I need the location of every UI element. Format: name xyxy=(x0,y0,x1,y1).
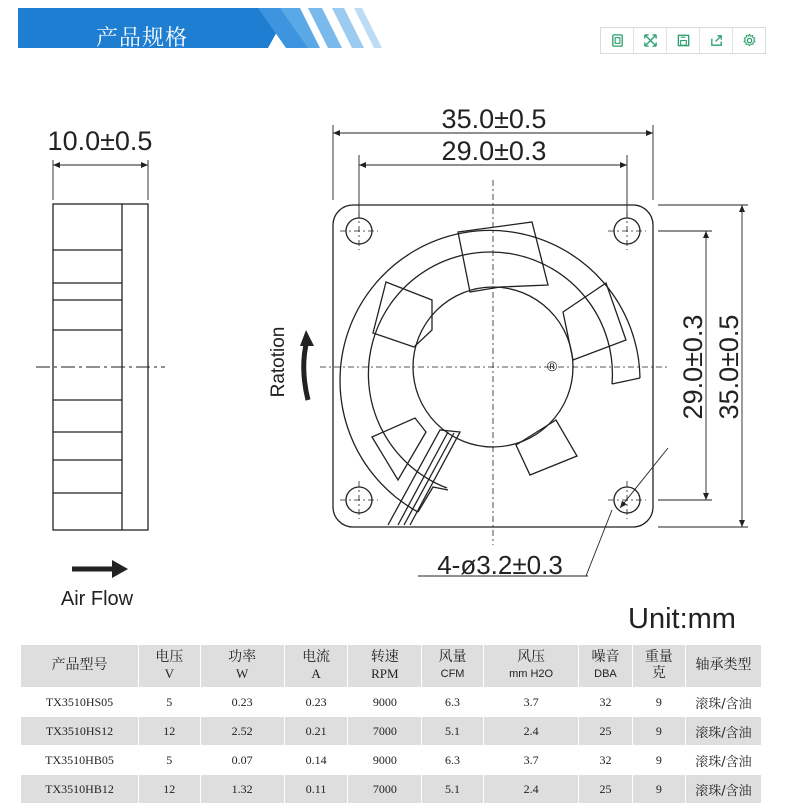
header-weight: 重量 克 xyxy=(632,645,685,688)
cell-pressure: 2.4 xyxy=(483,717,578,746)
cell-power: 1.32 xyxy=(200,775,284,804)
header-power: 功率 W xyxy=(200,645,284,688)
toolbar xyxy=(600,27,766,54)
header-airflow: 风量 CFM xyxy=(422,645,484,688)
cell-speed: 9000 xyxy=(348,746,422,775)
spec-table xyxy=(20,644,762,804)
header-model: 产品型号 xyxy=(21,645,139,688)
rotation-label: Ratotion xyxy=(268,326,289,398)
expand-icon xyxy=(643,33,658,48)
cell-speed: 9000 xyxy=(348,688,422,717)
copy-button[interactable] xyxy=(601,28,634,53)
header-bearing: 轴承类型 xyxy=(686,645,762,688)
header-noise: 噪音 DBA xyxy=(579,645,632,688)
cell-noise: 32 xyxy=(579,746,632,775)
cell-noise: 25 xyxy=(579,717,632,746)
cell-current: 0.11 xyxy=(284,775,348,804)
copy-icon xyxy=(610,33,625,48)
cell-pressure: 3.7 xyxy=(483,688,578,717)
registered-mark: ® xyxy=(546,358,558,374)
cell-speed: 7000 xyxy=(348,717,422,746)
cell-current: 0.21 xyxy=(284,717,348,746)
overall-height-dimension: 35.0±0.5 xyxy=(714,314,744,420)
cell-noise: 25 xyxy=(579,775,632,804)
table-row xyxy=(21,775,762,804)
settings-button[interactable] xyxy=(733,28,765,53)
banner-background xyxy=(18,8,382,48)
section-header-banner xyxy=(18,8,382,48)
cell-bearing: 滚珠/含油 xyxy=(686,775,762,804)
header-speed: 转速 RPM xyxy=(348,645,422,688)
header-pressure: 风压 mm H2O xyxy=(483,645,578,688)
cell-model: TX3510HS05 xyxy=(21,688,139,717)
hole-spacing-dimension: 29.0±0.3 xyxy=(441,136,547,166)
table-header-row xyxy=(21,645,762,688)
unit-label: Unit:mm xyxy=(628,603,736,635)
fullscreen-button[interactable] xyxy=(634,28,667,53)
cell-voltage: 12 xyxy=(139,717,201,746)
side-width-dimension: 10.0±0.5 xyxy=(47,126,153,156)
cell-airflow: 5.1 xyxy=(422,717,484,746)
cell-power: 0.23 xyxy=(200,688,284,717)
cell-pressure: 3.7 xyxy=(483,746,578,775)
side-view xyxy=(36,160,165,530)
cell-power: 0.07 xyxy=(200,746,284,775)
cell-model: TX3510HB05 xyxy=(21,746,139,775)
cell-airflow: 5.1 xyxy=(422,775,484,804)
header-voltage: 电压 V xyxy=(139,645,201,688)
overall-width-dimension: 35.0±0.5 xyxy=(441,104,547,134)
table-row xyxy=(21,688,762,717)
save-button[interactable] xyxy=(667,28,700,53)
cell-power: 2.52 xyxy=(200,717,284,746)
header-current: 电流 A xyxy=(284,645,348,688)
cell-current: 0.23 xyxy=(284,688,348,717)
cell-weight: 9 xyxy=(632,746,685,775)
cell-model: TX3510HS12 xyxy=(21,717,139,746)
cell-noise: 32 xyxy=(579,688,632,717)
cell-current: 0.14 xyxy=(284,746,348,775)
cell-model: TX3510HB12 xyxy=(21,775,139,804)
cell-pressure: 2.4 xyxy=(483,775,578,804)
cell-voltage: 12 xyxy=(139,775,201,804)
hole-spec-dimension: 4-ø3.2±0.3 xyxy=(437,550,563,580)
cell-weight: 9 xyxy=(632,717,685,746)
cell-bearing: 滚珠/含油 xyxy=(686,688,762,717)
cell-voltage: 5 xyxy=(139,688,201,717)
page-title: 产品规格 xyxy=(96,26,189,48)
cell-airflow: 6.3 xyxy=(422,746,484,775)
airflow-label: Air Flow xyxy=(60,588,134,610)
cell-bearing: 滚珠/含油 xyxy=(686,746,762,775)
cell-airflow: 6.3 xyxy=(422,688,484,717)
cell-bearing: 滚珠/含油 xyxy=(686,717,762,746)
settings-icon xyxy=(742,33,757,48)
cell-weight: 9 xyxy=(632,775,685,804)
cell-speed: 7000 xyxy=(348,775,422,804)
hole-spacing-vertical-dimension: 29.0±0.3 xyxy=(678,314,708,420)
table-row xyxy=(21,717,762,746)
share-icon xyxy=(709,33,724,48)
table-row xyxy=(21,746,762,775)
cell-voltage: 5 xyxy=(139,746,201,775)
share-button[interactable] xyxy=(700,28,733,53)
cell-weight: 9 xyxy=(632,688,685,717)
fan-dimension-drawing xyxy=(0,90,785,640)
save-icon xyxy=(676,33,691,48)
rotation-arrow xyxy=(304,340,308,400)
